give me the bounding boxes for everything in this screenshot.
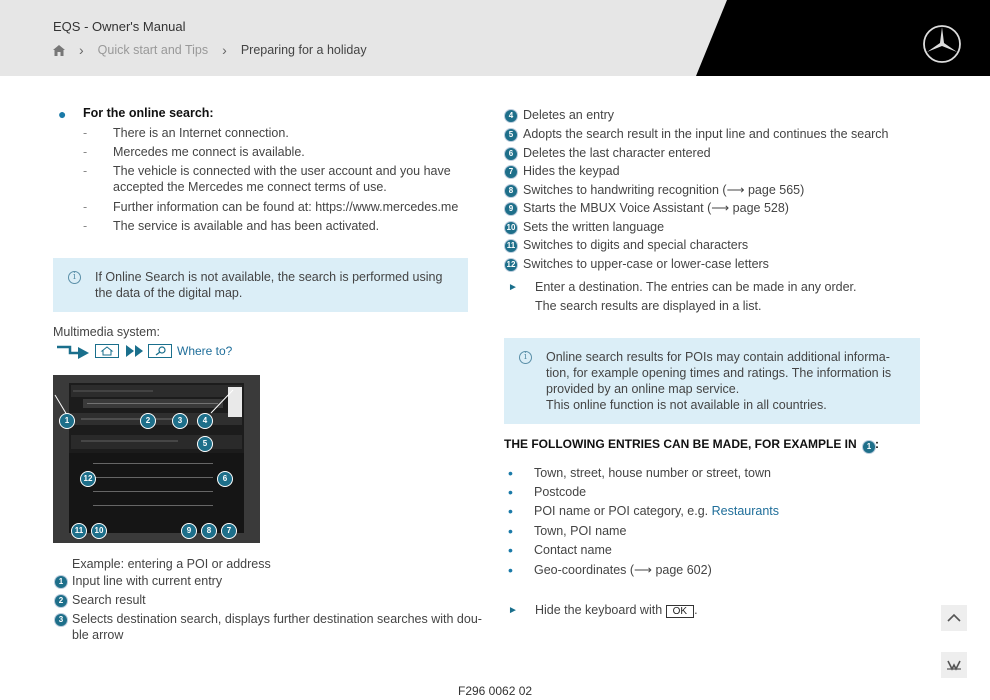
info-text: Online search results for POIs may contain additional informa- (546, 350, 890, 364)
bullet-icon: • (508, 523, 513, 539)
legend-number: 2 (55, 595, 67, 607)
bullet-icon: • (508, 542, 513, 558)
entry-item-poi (534, 502, 779, 521)
legend-text-cont: ble arrow (72, 628, 124, 642)
image-caption: Example: entering a POI or address (72, 557, 271, 571)
callout-5: 5 (197, 436, 213, 452)
dash-icon: - (83, 145, 88, 159)
legend-number: 9 (505, 203, 517, 215)
info-text: This online function is not available in all countries. (546, 398, 827, 412)
callout-7: 7 (221, 523, 237, 539)
step-arrow-icon: ► (508, 282, 518, 293)
bullet-icon: ● (58, 106, 67, 122)
dash-icon: - (83, 219, 88, 233)
step-text: Enter a destination. The entries can be made in any order. (535, 280, 857, 294)
entry-item-poi-text: POI name or POI category, e.g. (534, 504, 712, 518)
ok-key-label: OK (666, 605, 694, 618)
callout-11: 11 (71, 523, 87, 539)
info-text: tion, for example opening times and ratings. The information is (546, 366, 892, 380)
step-hide-keyboard-end: . (694, 603, 698, 617)
legend-text: Input line with current entry (72, 574, 223, 588)
chevron-right-icon: › (222, 42, 227, 58)
collapse-arrows-icon (941, 652, 967, 678)
info-text: the data of the digital map. (95, 286, 243, 300)
callout-6: 6 (217, 471, 233, 487)
entries-heading-colon: : (875, 437, 880, 451)
info-text: provided by an online map service. (546, 382, 740, 396)
multimedia-label: Multimedia system: (53, 325, 160, 339)
collapse-button[interactable] (941, 652, 967, 678)
chevron-right-icon: › (79, 42, 84, 58)
multimedia-arrow-icon (56, 343, 90, 359)
figure-code: F296 0062 02 (458, 684, 533, 698)
chevron-up-icon (941, 605, 967, 631)
entries-heading-text: THE FOLLOWING ENTRIES CAN BE MADE, FOR EXAMPLE IN (504, 437, 857, 451)
legend-text: Sets the written language (523, 220, 665, 234)
legend-text: Deletes an entry (523, 108, 615, 122)
legend-text: Deletes the last character entered (523, 146, 711, 160)
manual-title: EQS - Owner's Manual (53, 19, 186, 34)
legend-number: 10 (506, 223, 516, 232)
scroll-to-top-button[interactable] (941, 605, 967, 631)
double-arrow-icon (126, 345, 144, 357)
requirement-item: There is an Internet connection. (113, 126, 289, 140)
page-header (0, 0, 990, 76)
callout-12: 12 (80, 471, 96, 487)
home-icon[interactable] (53, 45, 65, 56)
breadcrumb-link-quick-start[interactable]: Quick start and Tips (97, 43, 209, 57)
step-result-text: The search results are displayed in a list. (535, 299, 762, 313)
callout-3: 3 (172, 413, 188, 429)
info-icon: i (519, 351, 532, 364)
legend-text: Search result (72, 593, 146, 607)
legend-text: Switches to upper-case or lower-case letters (523, 257, 769, 271)
legend-text-page-565[interactable]: Switches to handwriting recognition (⟶ page 565) (523, 183, 805, 197)
legend-text: Adopts the search result in the input line and continues the search (523, 127, 889, 141)
requirement-item: Mercedes me connect is available. (113, 145, 305, 159)
keyboard-screenshot-image (53, 375, 260, 543)
legend-number: 12 (506, 260, 516, 269)
legend-number: 11 (506, 241, 516, 250)
legend-number: 4 (505, 110, 517, 122)
legend-number: 1 (55, 576, 67, 588)
entry-item: Town, POI name (534, 524, 627, 538)
search-button-icon[interactable] (148, 344, 172, 358)
bullet-icon: • (508, 562, 513, 578)
bullet-icon: • (508, 465, 513, 481)
breadcrumb-current: Preparing for a holiday (240, 43, 367, 57)
restaurants-link[interactable]: Restaurants (711, 504, 780, 518)
entry-item: Town, street, house number or street, town (534, 466, 771, 480)
home-button-icon[interactable] (95, 344, 119, 358)
dash-icon: - (83, 200, 88, 214)
step-hide-keyboard-text: Hide the keyboard with (535, 603, 663, 617)
legend-text: Hides the keypad (523, 164, 620, 178)
header-black-band (0, 0, 990, 76)
dash-icon: - (83, 126, 88, 140)
requirement-item: The service is available and has been activated. (113, 219, 380, 233)
info-text: If Online Search is not available, the search is performed using (95, 270, 443, 284)
mercedes-star-logo[interactable] (922, 24, 962, 64)
requirement-item: Further information can be found at: https://www.mercedes.me (113, 200, 459, 214)
step-hide-keyboard (535, 601, 698, 620)
legend-text: Selects destination search, displays further destination searches with dou- (72, 612, 482, 626)
breadcrumb (53, 42, 367, 58)
legend-number: 7 (505, 166, 517, 178)
legend-text: Switches to digits and special characters (523, 238, 749, 252)
legend-number: 3 (55, 614, 67, 626)
where-to-label: Where to? (177, 344, 233, 358)
entries-ref-number: 1 (863, 441, 875, 453)
dash-icon: - (83, 164, 88, 178)
info-icon: i (68, 271, 81, 284)
step-arrow-icon: ► (508, 605, 518, 616)
navigation-path (56, 343, 232, 359)
entry-item: Contact name (534, 543, 612, 557)
legend-number: 8 (505, 185, 517, 197)
entry-item: Postcode (534, 485, 587, 499)
callout-4: 4 (197, 413, 213, 429)
requirement-item-cont: accepted the Mercedes me connect terms of use. (113, 180, 387, 194)
entries-heading (504, 437, 879, 452)
legend-text-page-528[interactable]: Starts the MBUX Voice Assistant (⟶ page 528) (523, 201, 789, 215)
callout-1: 1 (59, 413, 75, 429)
legend-number: 6 (505, 148, 517, 160)
bullet-icon: • (508, 484, 513, 500)
legend-number: 5 (505, 129, 517, 141)
entry-item-page-602[interactable]: Geo-coordinates (⟶ page 602) (534, 563, 712, 577)
requirement-item: The vehicle is connected with the user account and you have (113, 164, 451, 178)
callout-10: 10 (91, 523, 107, 539)
callout-2: 2 (140, 413, 156, 429)
keyboard-screen-graphic (53, 375, 260, 543)
callout-8: 8 (201, 523, 217, 539)
callout-9: 9 (181, 523, 197, 539)
online-search-heading: For the online search: (83, 106, 214, 120)
bullet-icon: • (508, 503, 513, 519)
